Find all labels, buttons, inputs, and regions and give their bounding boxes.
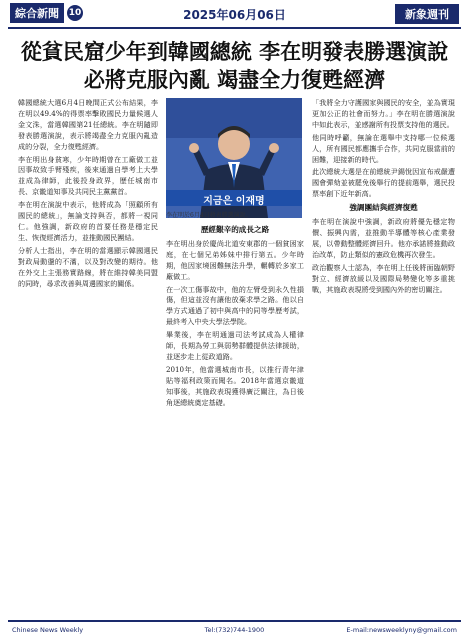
paragraph: 他同時呼籲，無論在選舉中支持哪一位候選人，所有國民都應攜手合作，共同克服當前的困難，迎接新的時代。 xyxy=(312,132,455,164)
photo-caption: 李在明於6月4日發表勝選演說。 xyxy=(166,212,252,219)
paper-name: 新象週刊 xyxy=(395,4,459,24)
article-column-1 xyxy=(18,98,158,612)
paragraph: 李在明在演說中表示，他將成為「照顧所有國民的總統」，無論支持與否，都將一視同仁。他強調，新政府的首要任務是穩定民生、恢復經濟活力，並推動國民團結。 xyxy=(18,200,158,242)
paragraph: 此次總統大選是在前總統尹錫悅因宣布戒嚴遭國會彈劾並被罷免後舉行的提前選舉，選民投票率創下近年新高。 xyxy=(312,167,455,199)
paragraph: 李在明出身貧寒，少年時期曾在工廠做工並因事故致手臂殘疾，後來通過自學考上大學並成為律師，此後投身政界，歷任城南市長、京畿道知事及共同民主黨黨首。 xyxy=(18,154,158,197)
footer-email: E-mail:newsweeklyny@gmail.com xyxy=(346,626,457,634)
paragraph: 2010年，他當選城南市長，以推行青年津貼等福利政策而聞名。2018年當選京畿道知事後，其施政表現獲得廣泛關注，為日後角逐總統奠定基礎。 xyxy=(166,364,304,407)
footer-paper-name: Chinese News Weekly xyxy=(12,626,84,634)
masthead xyxy=(0,0,469,26)
subheading: 強調團結與經濟復甦 xyxy=(349,203,418,213)
paragraph: 「我將全力守護國家與國民的安全，並為實現更加公正的社會而努力。」李在明在勝選演說中如此表示，並感謝所有投票支持他的選民。 xyxy=(312,98,455,129)
paragraph: 李在明出身於慶尚北道安東郡的一個貧困家庭，在七個兄弟姊妹中排行第五。少年時期，他因家境困難無法升學，輾轉於多家工廠做工。 xyxy=(166,238,304,281)
page-number: 10 xyxy=(67,5,83,21)
news-photo xyxy=(166,98,302,218)
footer-phone: Tel:(732)744-1900 xyxy=(204,626,265,634)
paragraph: 韓國總統大選6月4日晚間正式公布結果，李在明以49.4%的得票率擊敗國民力量候選人金文洙，當選韓國第21任總統。李在明隨即發表勝選演說，表示將竭盡全力克服內亂造成的分裂，全力復甦經濟。 xyxy=(18,98,158,151)
photo-banner-text: 지금은 이재명 xyxy=(203,196,265,207)
subheading: 歷經艱辛的成長之路 xyxy=(200,225,270,234)
issue-date: 2025年06月06日 xyxy=(183,8,286,22)
footer-rule xyxy=(8,620,461,622)
section-name: 綜合新聞 xyxy=(10,3,64,23)
paragraph: 畢業後，李在明通過司法考試成為人權律師，長期為勞工與弱勢群體提供法律援助，並逐步走上從政道路。 xyxy=(166,330,304,361)
paragraph: 李在明在演說中強調，新政府將優先穩定物價、振興內需，並推動半導體等核心產業發展，以帶動整體經濟回升。他亦承諾將推動政治改革，防止類似的憲政危機再次發生。 xyxy=(312,217,455,259)
article-column-2 xyxy=(166,222,304,612)
paragraph: 分析人士指出，李在明的當選顯示韓國選民對政局動盪的不滿，以及對改變的期待。他在外交上主張務實路線，將在維持韓美同盟的同時，尋求改善與周邊國家的關係。 xyxy=(18,245,158,288)
headline-line-2: 必將克服內亂 竭盡全力復甦經濟 xyxy=(83,67,386,92)
header-rule xyxy=(8,27,461,29)
article-column-3 xyxy=(312,98,455,612)
paragraph: 在一次工傷事故中，他的左臂受到永久性損傷，但這並沒有讓他放棄求學之路。他以自學方式通過了初中與高中的同等學歷考試，最終考入中央大學法學院。 xyxy=(166,284,304,327)
headline-line-1: 從貧民窟少年到韓國總統 李在明發表勝選演說 xyxy=(20,39,449,64)
paragraph: 政治觀察人士認為，李在明上任後將面臨朝野對立、經濟放緩以及國際局勢變化等多重挑戰，其施政表現將受到國內外的密切關注。 xyxy=(312,262,455,294)
